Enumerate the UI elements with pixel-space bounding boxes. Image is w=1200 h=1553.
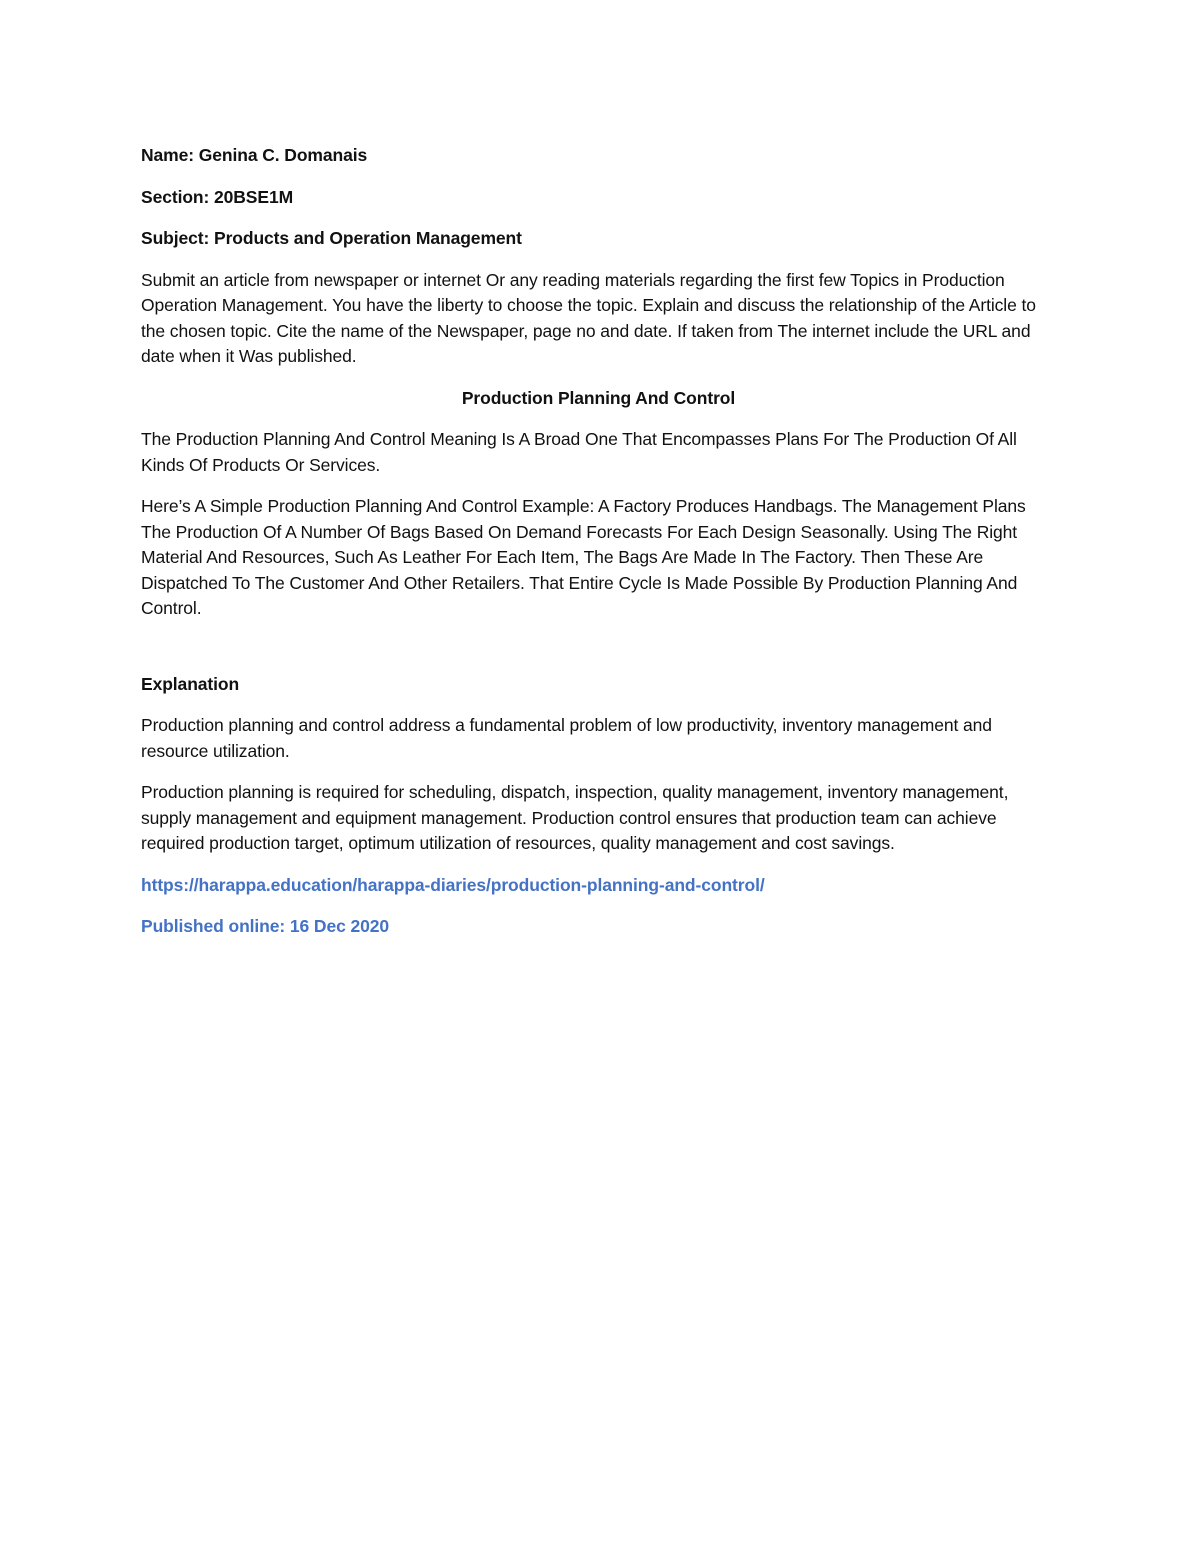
blank-line — [141, 638, 1056, 672]
explanation-paragraph: Production planning is required for scheduling, dispatch, inspection, quality management, inventory management, supply management and equipment management. Production control ensures that production team can achieve required production target, optimum utilization of resources, quality management and cost savings. — [141, 782, 1009, 853]
article-paragraph: Here’s A Simple Production Planning And Control Example: A Factory Produces Handbags. The Management Plans The Production Of A Number Of Bags Based On Demand Forecasts For Each Design Seasonally. Using The Right Material And Resources, Such As Leather For Each Item, The Bags Are Made In The Factory. Then These Are Dispatched To The Customer And Other Retailers. That Entire Cycle Is Made Possible By Production Planning And Control. — [141, 496, 1026, 618]
article-title: Production Planning And Control — [461, 387, 736, 408]
section-line: Section: 20BSE1M — [141, 186, 294, 207]
explanation-heading: Explanation — [141, 673, 240, 694]
article-paragraph: The Production Planning And Control Meaning Is A Broad One That Encompasses Plans For The Production Of All Kinds Of Products Or Services. — [141, 429, 1017, 475]
explanation-paragraph: Production planning and control address a fundamental problem of low productivity, inventory management and resource utilization. — [141, 715, 992, 761]
published-date: Published online: 16 Dec 2020 — [141, 916, 390, 936]
name-line: Name: Genina C. Domanais — [141, 145, 368, 165]
source-url-link[interactable]: https://harappa.education/harappa-diaries/production-planning-and-control/ — [141, 874, 765, 895]
subject-line: Subject: Products and Operation Management — [141, 228, 522, 248]
source-url-line — [141, 873, 1056, 899]
document-body — [141, 143, 1056, 956]
instructions-paragraph: Submit an article from newspaper or internet Or any reading materials regarding the first few Topics in Production Operation Management. You have the liberty to choose the topic. Explain and discuss the relationship of the Article to the chosen topic. Cite the name of the Newspaper, page no and date. If taken from The internet include the URL and date when it Was published. — [141, 269, 1036, 366]
